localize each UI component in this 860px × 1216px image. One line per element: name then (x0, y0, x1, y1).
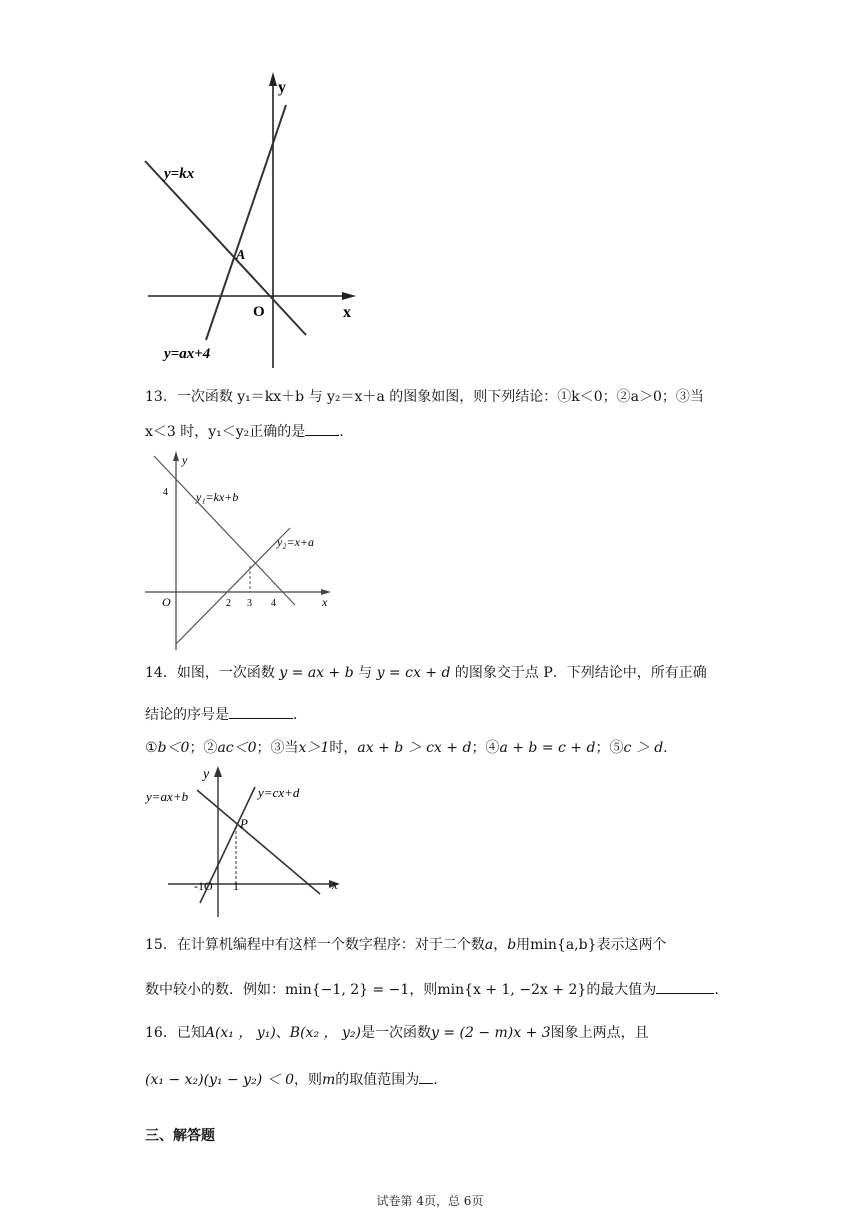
line-label-y1: y₁=kx+b (196, 490, 239, 504)
line-label-ax-plus-b: y=ax+b (146, 789, 189, 804)
point-label-a: A (236, 248, 246, 263)
question-14-options: ①b＜0；②ac＜0；③当x＞1时，ax + b ＞ cx + d；④a + b = c + d；⑤c ＞ d. (145, 740, 668, 756)
question-14-line-2: 结论的序号是 . (145, 703, 725, 726)
answer-blank-15[interactable] (656, 978, 714, 994)
line-label-kx: y=kx (164, 166, 195, 182)
axis-label-x: x (322, 595, 328, 609)
line-y-kx (145, 161, 306, 335)
axis-label-y: y (278, 79, 286, 96)
origin-label: O (162, 595, 171, 609)
question-15-line-2: 数中较小的数．例如：min{−1, 2} = −1，则min{x + 1, −2x + 2}的最大值为 . (145, 978, 725, 1001)
line-y1 (154, 456, 295, 605)
line-label-cx-plus-d: y=cx+d (258, 785, 300, 800)
question-16-line-1: 16．已知A(x₁ ， y₁)、B(x₂ ， y₂)是一次函数y = (2 − m)x + 3图象上两点，且 (145, 1025, 649, 1041)
tick-x-4: 4 (271, 598, 276, 609)
question-13-line-1 (145, 386, 725, 408)
tick-y-4: 4 (163, 487, 168, 498)
tick-x-1: 1 (233, 879, 239, 893)
figure-12-graph (140, 68, 380, 373)
question-15-line-1: 15．在计算机编程中有这样一个数字程序：对于二个数a，b用min{a,b}表示这两个 (145, 937, 667, 953)
axis-label-y: y (203, 767, 210, 782)
tick-x-2: 2 (226, 598, 231, 609)
figure-14-graph (140, 762, 350, 920)
answer-blank-14[interactable] (229, 703, 293, 719)
line-y-ax-plus-4 (206, 105, 286, 340)
axis-label-y: y (182, 453, 188, 467)
line-cx-plus-d (197, 790, 320, 894)
line-label-ax-plus-4: y=ax+4 (164, 346, 211, 362)
axis-label-x: x (332, 877, 338, 892)
question-13-text-2: x＜3 时，y₁＜y₂正确的是 (145, 424, 306, 440)
point-label-p: P (240, 816, 248, 831)
page-footer: 试卷第 4页，总 6页 (376, 1194, 484, 1208)
origin-label: O (253, 304, 265, 320)
tick-x-3: 3 (247, 598, 252, 609)
question-13-line-2: x＜3 时，y₁＜y₂正确的是 . (145, 420, 725, 443)
section-heading: 三、解答题 (145, 1128, 215, 1144)
figure-13-graph (140, 448, 340, 653)
line-y2 (176, 528, 290, 644)
answer-blank-13[interactable] (305, 420, 339, 436)
axis-label-x: x (343, 304, 351, 321)
question-14-line-1: 14．如图，一次函数 y = ax + b 与 y = cx + d 的图象交于点 P．下列结论中，所有正确 (145, 665, 707, 681)
question-16-line-2: (x₁ − x₂)(y₁ − y₂) ＜ 0，则m的取值范围为 . (145, 1068, 725, 1091)
line-label-y2: y₂=x+a (277, 535, 315, 549)
answer-blank-16[interactable] (419, 1068, 433, 1084)
question-13-text: 13．一次函数 y₁＝kx＋b 与 y₂＝x＋a 的图象如图，则下列结论：①k＜0；②a＞0；③当 (145, 389, 704, 405)
origin-label: -1O (194, 879, 213, 893)
